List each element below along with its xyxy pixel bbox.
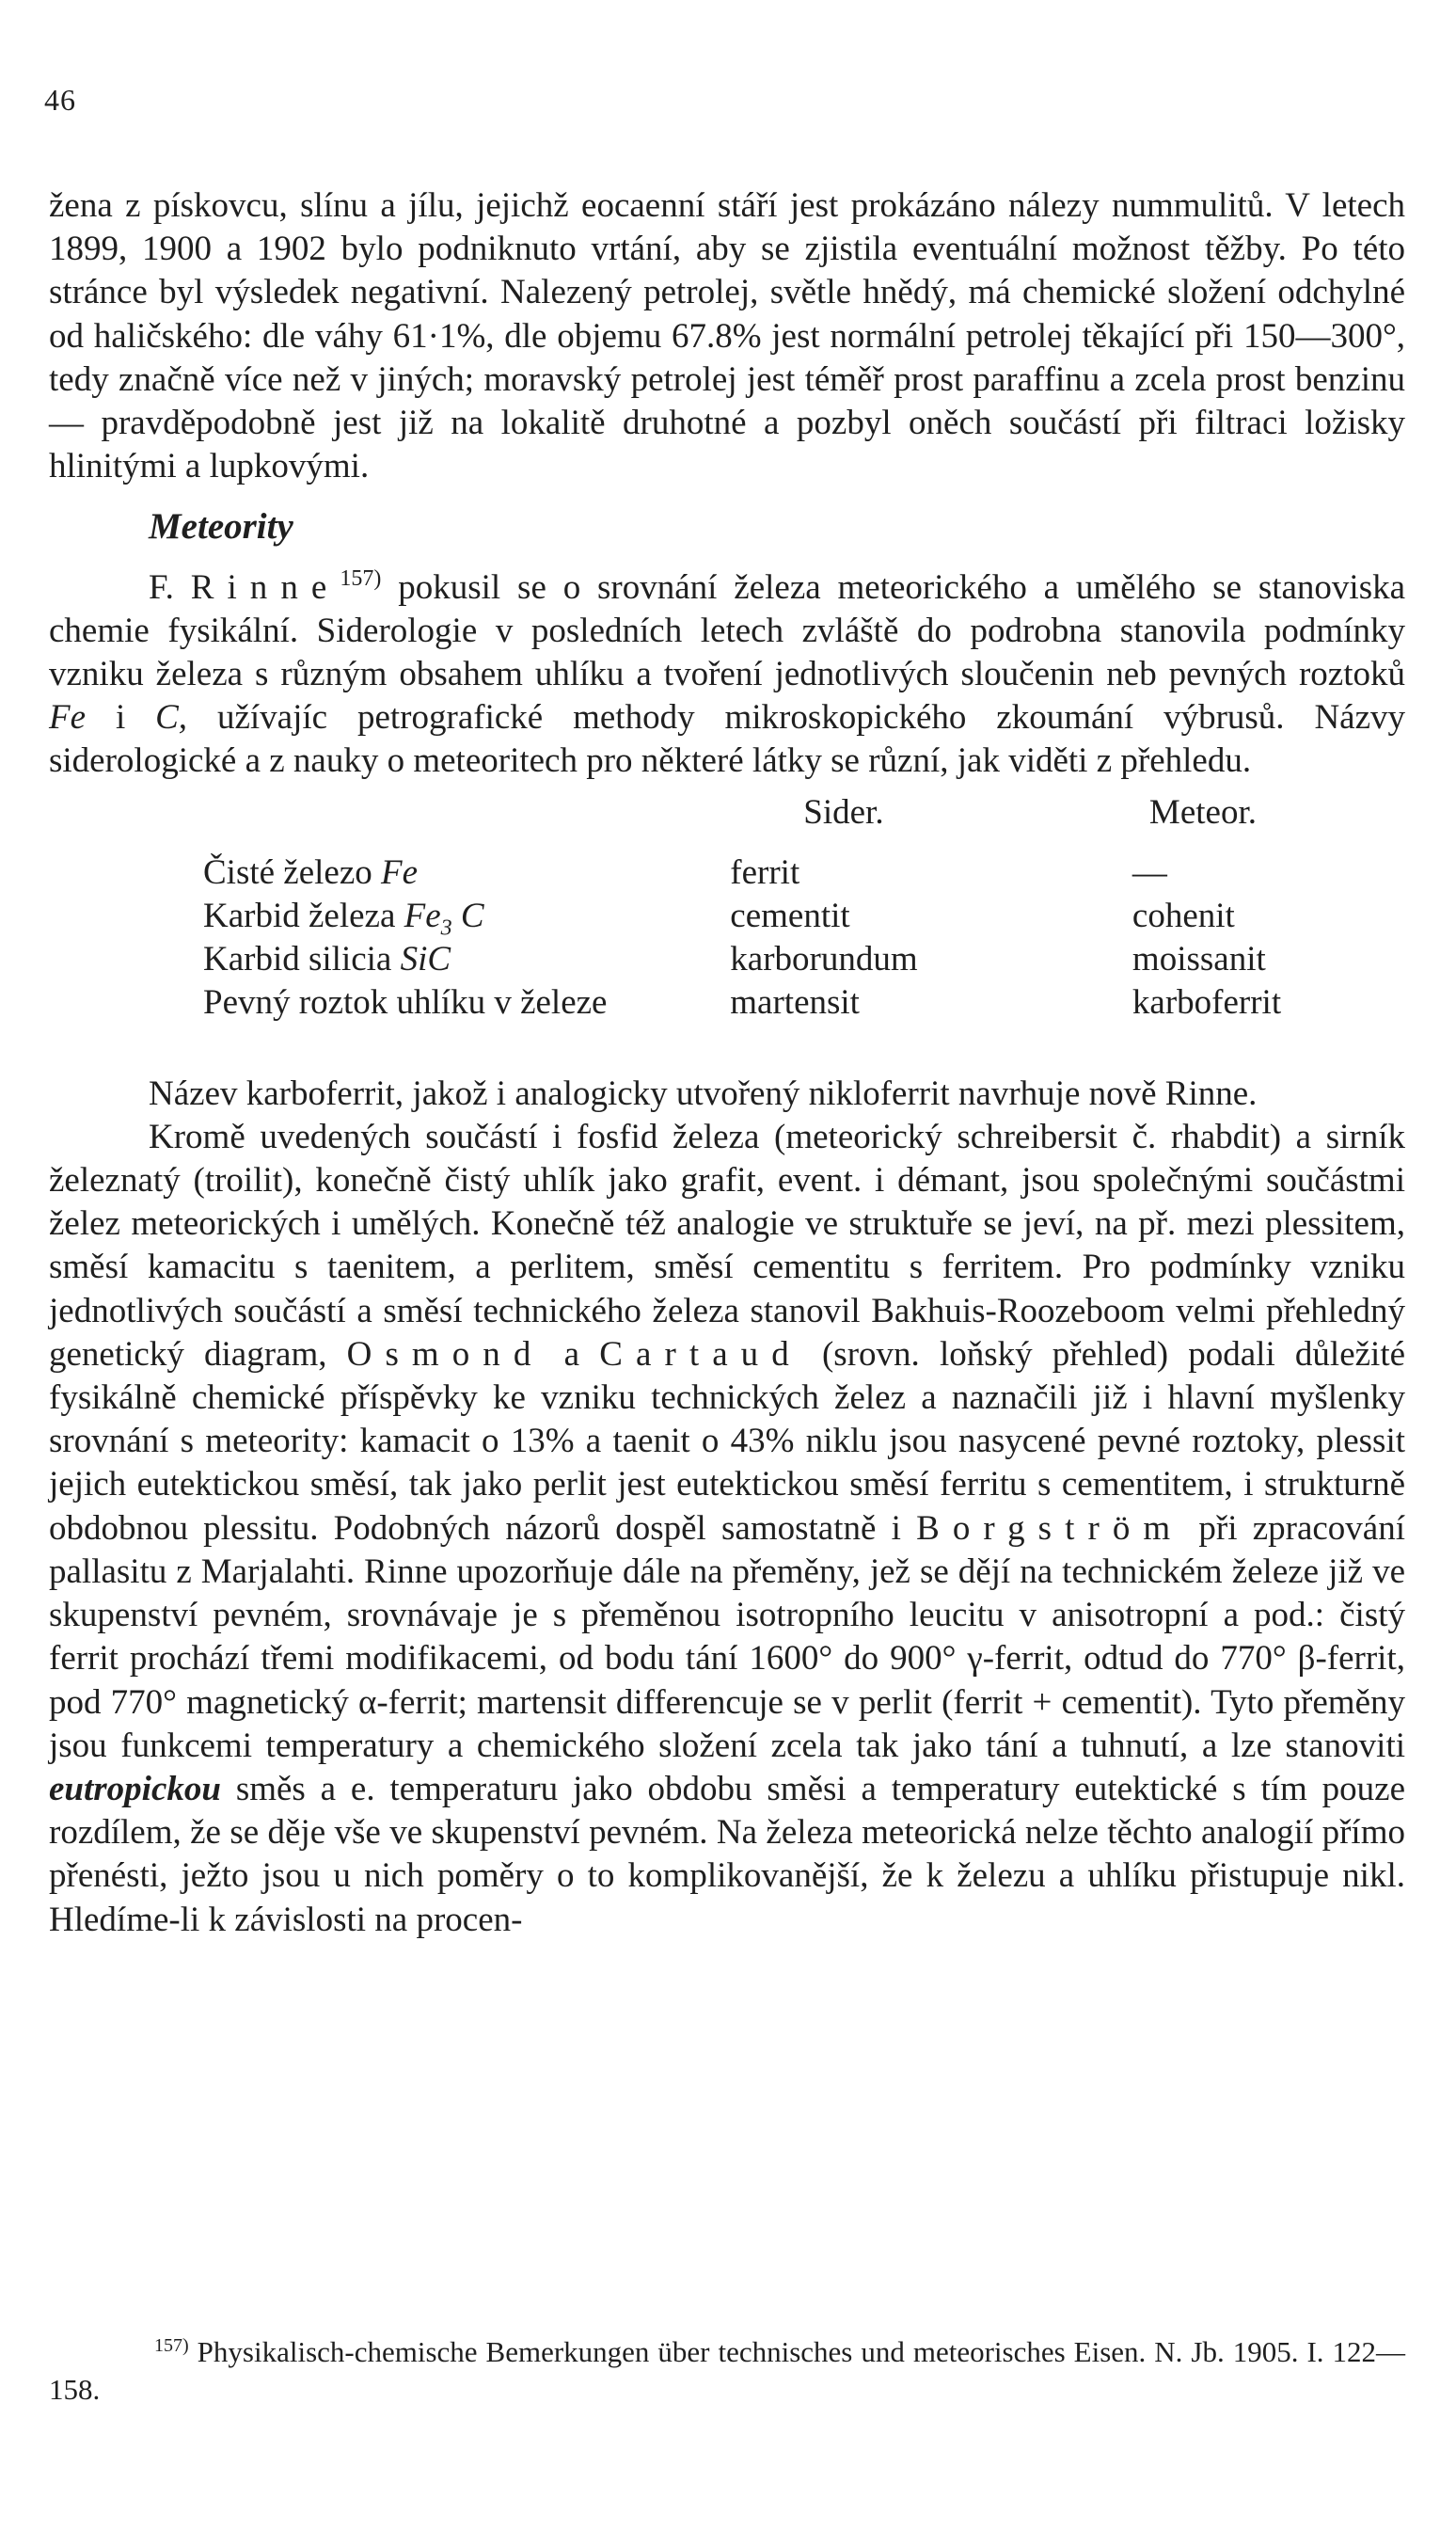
formula-subscript: 3 [440, 915, 452, 941]
page-number: 46 [44, 83, 76, 117]
table-cell-name [203, 981, 730, 1025]
table-cell-sider: martensit [730, 983, 860, 1023]
paragraph-text: (srovn. loňský přehled) podali důležité fysikálně chemické příspěvky ke vzniku technických želez a naznačili již i hlavní myšlenky srovnání s meteority: kamacit o 13% a taenit o 43% niklu jsou nasycené pevné roztoky, plessit jejich eutektickou směsí, tak jako perlit jest eutektickou směsí ferritu s cementitem, i strukturně obdobnou plessitu. Podobných názorů dospěl samostatně i [49, 1334, 1406, 1548]
table-cell-meteor: cohenit [1132, 897, 1235, 936]
table-row [203, 895, 1405, 938]
author-name-rinne: Rinne [190, 567, 340, 607]
paragraph-text: směs a e. temperaturu jako obdobu směsi a temperatury eutektické s tím pouze rozdílem, že se děje vše ve skupenství pevném. Na železa meteorická nelze těchto analogií přímo přenésti, ježto jsou u nich poměry o to komplikovanější, že k železu a uhlíku přistupuje nikl. Hledíme-li k závislosti na procen- [49, 1769, 1406, 1939]
table-cell-meteor: karboferrit [1132, 983, 1282, 1023]
table-row [203, 851, 1405, 895]
footnote-157 [49, 2333, 1405, 2409]
nomenclature-table [203, 791, 1405, 1026]
paragraph-karboferrit: Název karboferrit, jakož i analogicky utvořený nikloferrit navrhuje nově Rinne. [149, 1074, 1258, 1113]
table-cell-name [203, 851, 730, 895]
footnote-text: Physikalisch-chemische Bemerkungen über technisches und meteorisches Eisen. N. Jb. 1905. I. 122—158. [49, 2335, 1406, 2406]
paragraph-text: při zpracování pallasitu z Marjalahti. Rinne upozorňuje dále na přeměny, jež se dějí na technickém železe již ve skupenství pevném, srovnávaje je s přeměnou isotropního leucitu v anisotropní a pod.: čistý ferrit prochází třemi modifikacemi, od bodu tání 1600° do 900° γ-ferrit, odtud do 770° β-ferrit, pod 770° magnetický α-ferrit; martensit differencuje se v perlit (ferrit + cementit). Tyto přeměny jsou funkcemi temperatury a chemického složení zcela tak jako tání a tuhnutí, a lze stanoviti [49, 1508, 1405, 1765]
table-header-meteor: Meteor. [1148, 792, 1257, 832]
substance-formula: Fe [381, 852, 419, 892]
body-text [49, 184, 1405, 1942]
formula-tail: C [460, 897, 484, 936]
author-initial: F. [149, 567, 174, 607]
substance-formula: SiC [400, 940, 451, 979]
paragraph-text: pokusil se o srovnání železa meteorického a umělého se stanoviska chemie fysikální. Siderologie v posledních letech zvláště do podrobna stanovila podmínky vzniku železa s různým obsahem uhlíku a tvoření jednotlivých sloučenin neb pevných roztoků [49, 567, 1406, 694]
paragraph-rinne-intro [49, 566, 1405, 784]
symbol-fe: Fe [49, 698, 87, 738]
paragraph-text: Kromě uvedených součástí i fosfid železa (meteorický schreibersit č. rhabdit) a sirník železnatý (troilit), konečně čistý uhlík jako grafit, event. i démant, jsou společnými součástmi želez meteorických i umělých. Konečně též analogie ve struktuře se jeví, na př. mezi plessitem, směsí kamacitu s taenitem, a perlitem, směsí cementitu s ferritem. Pro podmínky vzniku jednotlivých součástí a směsí technického železa stanovil Bakhuis-Roozeboom velmi přehledný genetický diagram, [49, 1117, 1405, 1374]
table-header-blank [203, 791, 730, 851]
footnote-reference-157[interactable]: 157) [340, 565, 382, 591]
table-cell-name [203, 938, 730, 981]
table-row [203, 938, 1405, 981]
table-cell-meteor: — [1132, 852, 1167, 892]
paragraph-petroleum: žena z pískovcu, slínu a jílu, jejichž eocaenní stáří jest prokázáno nálezy nummulitů. V letech 1899, 1900 a 1902 bylo podniknuto vrtání, aby se zjistila eventuální možnost těžby. Po této stránce byl výsledek negativní. Nalezený petrolej, světle hnědý, má chemické složení odchylné od haličského: dle váhy 61·1%, dle objemu 67.8% jest normální petrolej těkající při 150—300°, tedy značně více než v jiných; moravský petrolej jest téměř prost paraffinu a zcela prost benzinu — pravděpodobně jest již na lokalitě druhotné a pozbyl oněch součástí při filtraci ložisky hlinitými a lupkovými. [49, 186, 1405, 486]
paragraph-structure-analogy [49, 1116, 1405, 1942]
substance-name: Čisté železo [203, 852, 372, 892]
substance-formula: Fe [404, 897, 441, 936]
author-name-cartaud: Cartaud [599, 1334, 802, 1374]
table-cell-sider: ferrit [730, 852, 800, 892]
substance-name: Karbid silicia [203, 940, 392, 979]
table-cell-sider: karborundum [730, 940, 918, 979]
section-heading-meteority: Meteority [149, 506, 293, 548]
author-name-borgstrom: Borgström [916, 1508, 1184, 1548]
table-row [203, 981, 1405, 1025]
term-eutropickou: eutropickou [49, 1769, 221, 1808]
substance-name: Pevný roztok uhlíku v železe [203, 983, 608, 1023]
symbol-c: C, [155, 698, 188, 738]
table-cell-sider: cementit [730, 897, 850, 936]
substance-name: Karbid železa [203, 897, 396, 936]
author-name-osmond: Osmond [346, 1334, 545, 1374]
paragraph-text: užívajíc petrografické methody mikroskopického zkoumání výbrusů. Názvy siderologické a z nauky o meteoritech pro některé látky se různí, jak viděti z přehledu. [49, 698, 1406, 781]
footnote-mark: 157) [154, 2335, 189, 2356]
conjunction: i [115, 698, 126, 738]
table-cell-name [203, 895, 730, 941]
conjunction: a [563, 1334, 580, 1374]
table-header-sider: Sider. [803, 792, 884, 832]
table-cell-meteor: moissanit [1132, 940, 1266, 979]
table-header-row [203, 791, 1405, 851]
